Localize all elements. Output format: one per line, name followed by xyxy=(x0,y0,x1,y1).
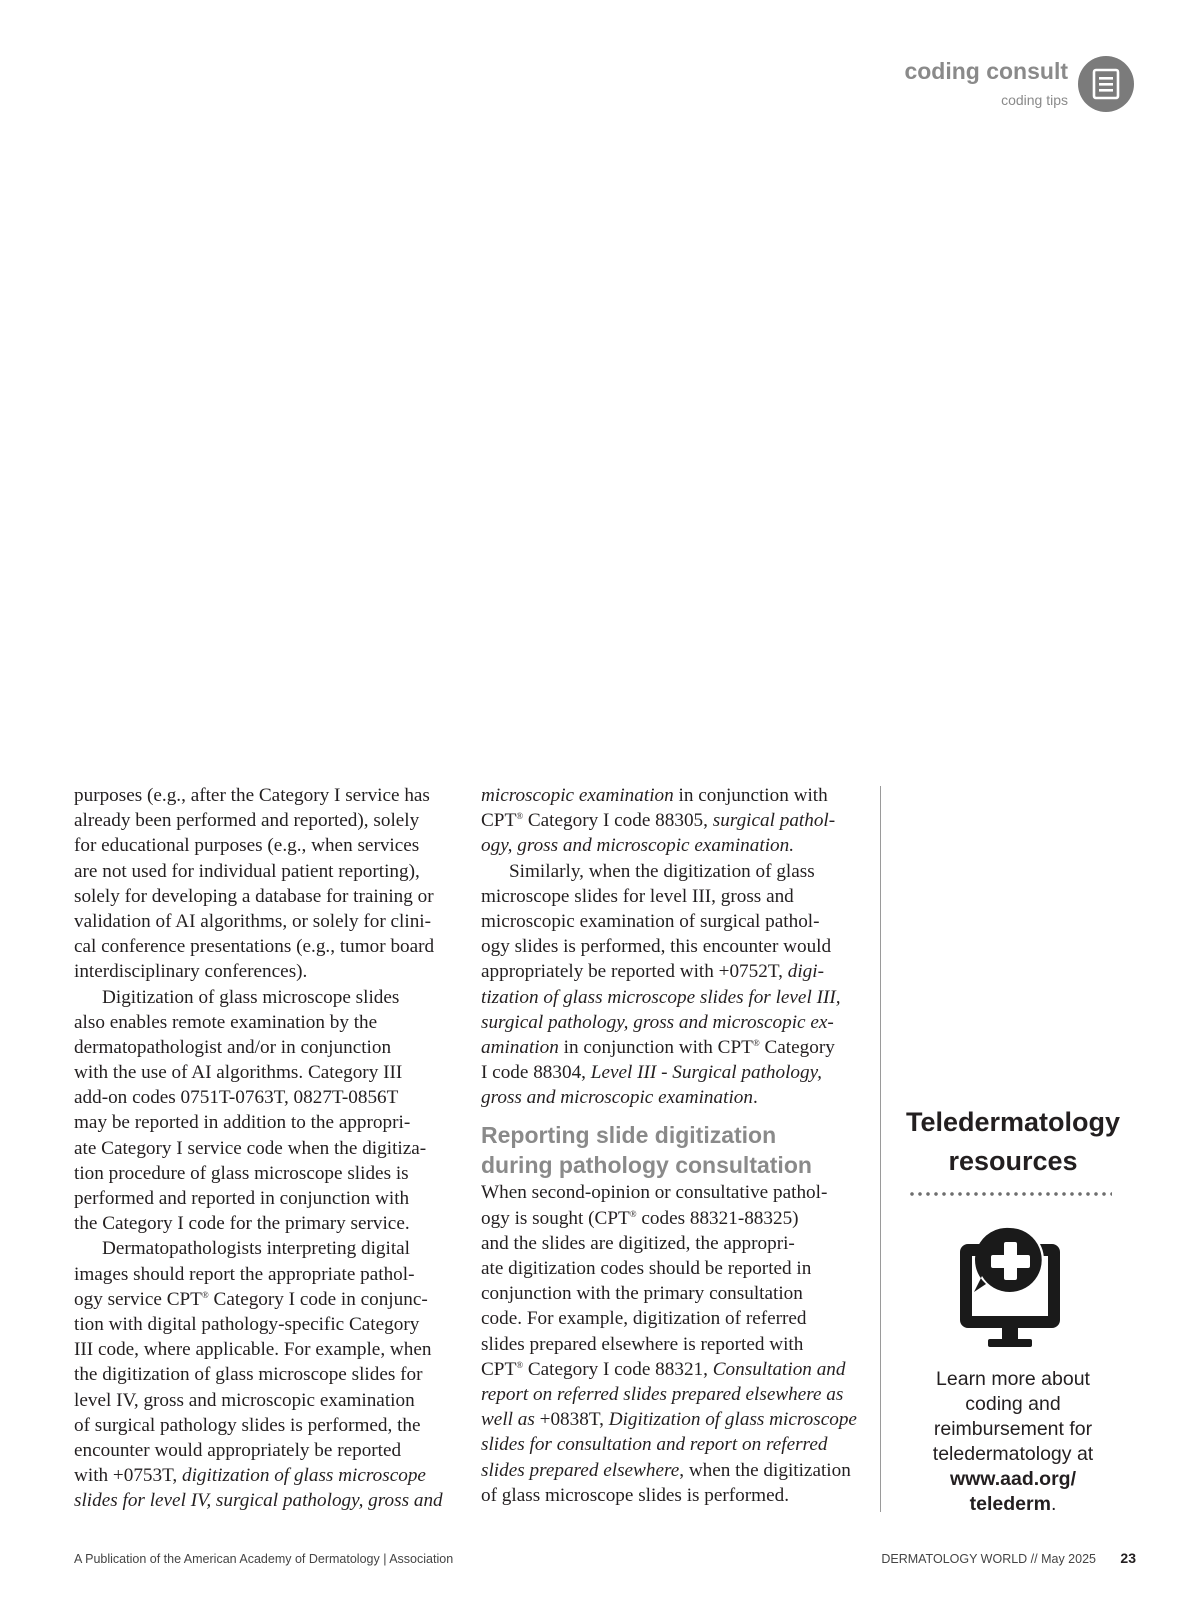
text-run: When second-opinion or consultative pathol- xyxy=(481,1182,828,1204)
italic-text: surgical pathol- xyxy=(712,810,836,832)
text-line xyxy=(481,1180,871,1205)
text-line xyxy=(481,1483,871,1508)
text-run: of glass microscope slides is performed. xyxy=(481,1484,789,1506)
text-line xyxy=(74,1438,466,1463)
text-line xyxy=(74,1211,466,1236)
text-line xyxy=(481,934,871,959)
text-run: the digitization of glass microscope slides for xyxy=(74,1364,423,1386)
text-line xyxy=(74,959,466,984)
text-run: are not used for individual patient reporting), xyxy=(74,860,420,882)
article-column-left xyxy=(74,783,466,1513)
text-line xyxy=(74,934,466,959)
text-run: level IV, gross and microscopic examination xyxy=(74,1389,415,1411)
text-run: with +0753T, xyxy=(74,1465,182,1487)
text-line xyxy=(74,783,466,808)
italic-text: gross and microscopic examination xyxy=(481,1087,753,1109)
text-line xyxy=(74,1388,466,1413)
text-run: I code 88304, xyxy=(481,1062,591,1084)
text-line xyxy=(74,1161,466,1186)
text-run: validation of AI algorithms, or solely for clini- xyxy=(74,910,432,932)
footer-publication: A Publication of the American Academy of Dermatology | Association xyxy=(74,1552,454,1566)
text-line xyxy=(481,1357,871,1382)
text-run: code. For example, digitization of referred xyxy=(481,1308,807,1330)
text-run: in conjunction with CPT xyxy=(558,1036,753,1058)
text-run: tion procedure of glass microscope slides is xyxy=(74,1162,409,1184)
text-line xyxy=(74,1010,466,1035)
text-run: of surgical pathology slides is performed, the xyxy=(74,1414,421,1436)
registered-mark: ® xyxy=(629,1208,637,1219)
text-run: cal conference presentations (e.g., tumor board xyxy=(74,936,435,958)
text-line xyxy=(74,1236,466,1261)
text-line xyxy=(74,1035,466,1060)
link-suffix: . xyxy=(1050,1493,1057,1515)
text-run: , when the digitization xyxy=(679,1459,851,1481)
text-run: Similarly, when the digitization of glass xyxy=(509,860,815,882)
sidebar-divider xyxy=(880,786,881,1512)
section-title: coding consult xyxy=(904,58,1068,84)
italic-text: microscopic examination xyxy=(481,785,674,806)
text-run: already been performed and reported), solely xyxy=(74,810,420,832)
text-line xyxy=(74,833,466,858)
text-line xyxy=(481,1035,871,1060)
text-run: . xyxy=(752,1087,758,1109)
text-run: dermatopathologist and/or in conjunction xyxy=(74,1036,392,1058)
italic-text: amination xyxy=(481,1036,559,1058)
text-line xyxy=(481,909,871,934)
telehealth-monitor-icon xyxy=(946,1222,1074,1350)
italic-text: digi- xyxy=(787,961,824,983)
text-run: Digitization of glass microscope slides xyxy=(102,986,400,1008)
text-run: interdisciplinary conferences). xyxy=(74,961,308,983)
italic-text: report on referred slides prepared elsewhere as xyxy=(481,1383,844,1405)
text-line xyxy=(481,1060,871,1085)
text-run: in conjunction with xyxy=(673,785,828,806)
text-run: ogy slides is performed, this encounter would xyxy=(481,936,832,958)
subheading-line: during pathology consultation xyxy=(481,1152,812,1179)
text-run: ate Category I service code when the digitiza- xyxy=(74,1137,427,1159)
italic-text: digitization of glass microscope xyxy=(182,1465,426,1487)
section-subtitle: coding tips xyxy=(1001,92,1068,108)
text-line xyxy=(74,1085,466,1110)
italic-text: ogy, gross and microscopic examination. xyxy=(481,835,795,857)
sidebar-text-line: reimbursement for xyxy=(933,1418,1093,1440)
registered-mark: ® xyxy=(516,1359,524,1370)
text-line xyxy=(74,1110,466,1135)
text-line xyxy=(74,985,466,1010)
text-line xyxy=(74,1488,466,1513)
text-line xyxy=(74,1060,466,1085)
footer-issue: DERMATOLOGY WORLD // May 2025 xyxy=(881,1552,1096,1566)
text-run: conjunction with the primary consultation xyxy=(481,1283,803,1305)
registered-mark: ® xyxy=(201,1289,209,1300)
middle-column-part-b xyxy=(481,1180,871,1507)
text-run: appropriately be reported with +0752T, xyxy=(481,961,788,983)
subheading-reporting-slide-digitization xyxy=(481,1120,871,1180)
text-line xyxy=(481,1306,871,1331)
italic-text: slides for level IV, surgical pathology, gross and xyxy=(74,1490,443,1512)
text-line xyxy=(481,1206,871,1231)
sidebar-text-line: coding and xyxy=(965,1393,1061,1415)
text-line xyxy=(481,808,871,833)
text-line xyxy=(481,833,871,858)
text-line xyxy=(74,1186,466,1211)
document-icon xyxy=(1091,68,1121,100)
text-run: Category I code in conjunc- xyxy=(208,1288,428,1310)
text-line xyxy=(481,1382,871,1407)
sidebar-text xyxy=(884,1367,1142,1517)
text-run: microscopic examination of surgical pathol- xyxy=(481,910,820,932)
text-line xyxy=(481,1281,871,1306)
text-run: microscope slides for level III, gross and xyxy=(481,885,794,907)
text-run: CPT xyxy=(481,810,517,832)
telederm-link-part1[interactable]: www.aad.org/ xyxy=(949,1468,1077,1490)
text-run: also enables remote examination by the xyxy=(74,1011,378,1033)
text-line xyxy=(74,1136,466,1161)
text-line xyxy=(74,1312,466,1337)
italic-text: Level III - Surgical pathology, xyxy=(590,1062,822,1084)
text-line xyxy=(481,884,871,909)
text-line xyxy=(481,1432,871,1457)
text-line xyxy=(74,808,466,833)
text-run: solely for developing a database for training or xyxy=(74,885,434,907)
page-number: 23 xyxy=(1120,1550,1136,1566)
text-run: the Category I code for the primary service. xyxy=(74,1213,410,1235)
text-line xyxy=(481,859,871,884)
text-run: +0838T, xyxy=(534,1409,609,1431)
text-run: performed and reported in conjunction with xyxy=(74,1188,410,1209)
italic-text: Digitization of glass microscope xyxy=(608,1409,857,1431)
text-run: ogy is sought (CPT xyxy=(481,1207,630,1229)
italic-text: slides for consultation and report on referred xyxy=(481,1434,828,1456)
text-run: purposes (e.g., after the Category I service has xyxy=(74,785,430,806)
text-line xyxy=(74,1463,466,1488)
text-run: codes 88321-88325) xyxy=(636,1207,799,1229)
italic-text: surgical pathology, gross and microscopic ex- xyxy=(481,1011,834,1033)
text-run: Category I code 88305, xyxy=(523,810,713,832)
sidebar-title-line: Teledermatology xyxy=(905,1107,1121,1137)
sidebar-title-line: resources xyxy=(948,1146,1078,1176)
text-line xyxy=(481,1256,871,1281)
text-line xyxy=(74,1413,466,1438)
text-run: slides prepared elsewhere is reported with xyxy=(481,1333,804,1355)
text-line xyxy=(481,783,871,808)
text-run: add-on codes 0751T-0763T, 0827T-0856T xyxy=(74,1087,399,1109)
italic-text: Consultation and xyxy=(712,1358,846,1380)
registered-mark: ® xyxy=(516,811,524,822)
text-line xyxy=(481,1231,871,1256)
text-run: Dermatopathologists interpreting digital xyxy=(102,1238,411,1260)
text-line xyxy=(74,884,466,909)
telederm-link-part2[interactable]: telederm xyxy=(969,1493,1051,1515)
text-run: Category xyxy=(759,1036,835,1058)
text-run: with the use of AI algorithms. Category III xyxy=(74,1062,403,1084)
text-run: III code, where applicable. For example, when xyxy=(74,1339,432,1361)
text-line xyxy=(481,1332,871,1357)
sidebar-text-line: teledermatology at xyxy=(932,1443,1094,1465)
middle-column-part-a xyxy=(481,783,871,1110)
text-line xyxy=(481,1085,871,1110)
text-run: for educational purposes (e.g., when services xyxy=(74,835,420,857)
article-column-middle xyxy=(481,783,871,1508)
text-line xyxy=(74,1287,466,1312)
section-badge xyxy=(1078,56,1134,112)
sidebar-title xyxy=(884,1103,1142,1181)
registered-mark: ® xyxy=(752,1037,760,1048)
text-run: images should report the appropriate pathol- xyxy=(74,1263,415,1285)
text-line xyxy=(74,909,466,934)
text-line xyxy=(481,985,871,1010)
text-run: ogy service CPT xyxy=(74,1288,202,1310)
text-run: encounter would appropriately be reported xyxy=(74,1439,402,1461)
italic-text: slides prepared elsewhere xyxy=(481,1459,680,1481)
sidebar-text-line: Learn more about xyxy=(936,1368,1090,1390)
text-line xyxy=(74,1262,466,1287)
dotted-divider xyxy=(908,1191,1112,1197)
text-line xyxy=(74,1362,466,1387)
text-line xyxy=(481,959,871,984)
text-line xyxy=(481,1407,871,1432)
text-run: Category I code 88321, xyxy=(523,1358,713,1380)
text-run: CPT xyxy=(481,1358,517,1380)
text-line xyxy=(481,1458,871,1483)
text-run: and the slides are digitized, the appropri- xyxy=(481,1232,795,1254)
text-line xyxy=(74,859,466,884)
text-line xyxy=(74,1337,466,1362)
text-line xyxy=(481,1010,871,1035)
text-run: tion with digital pathology-specific Category xyxy=(74,1313,420,1335)
text-run: ate digitization codes should be reported in xyxy=(481,1258,812,1279)
italic-text: tization of glass microscope slides for level III, xyxy=(481,986,841,1008)
text-run: may be reported in addition to the appropri- xyxy=(74,1112,411,1134)
subheading-line: Reporting slide digitization xyxy=(481,1122,777,1149)
italic-text: well as xyxy=(481,1409,535,1431)
